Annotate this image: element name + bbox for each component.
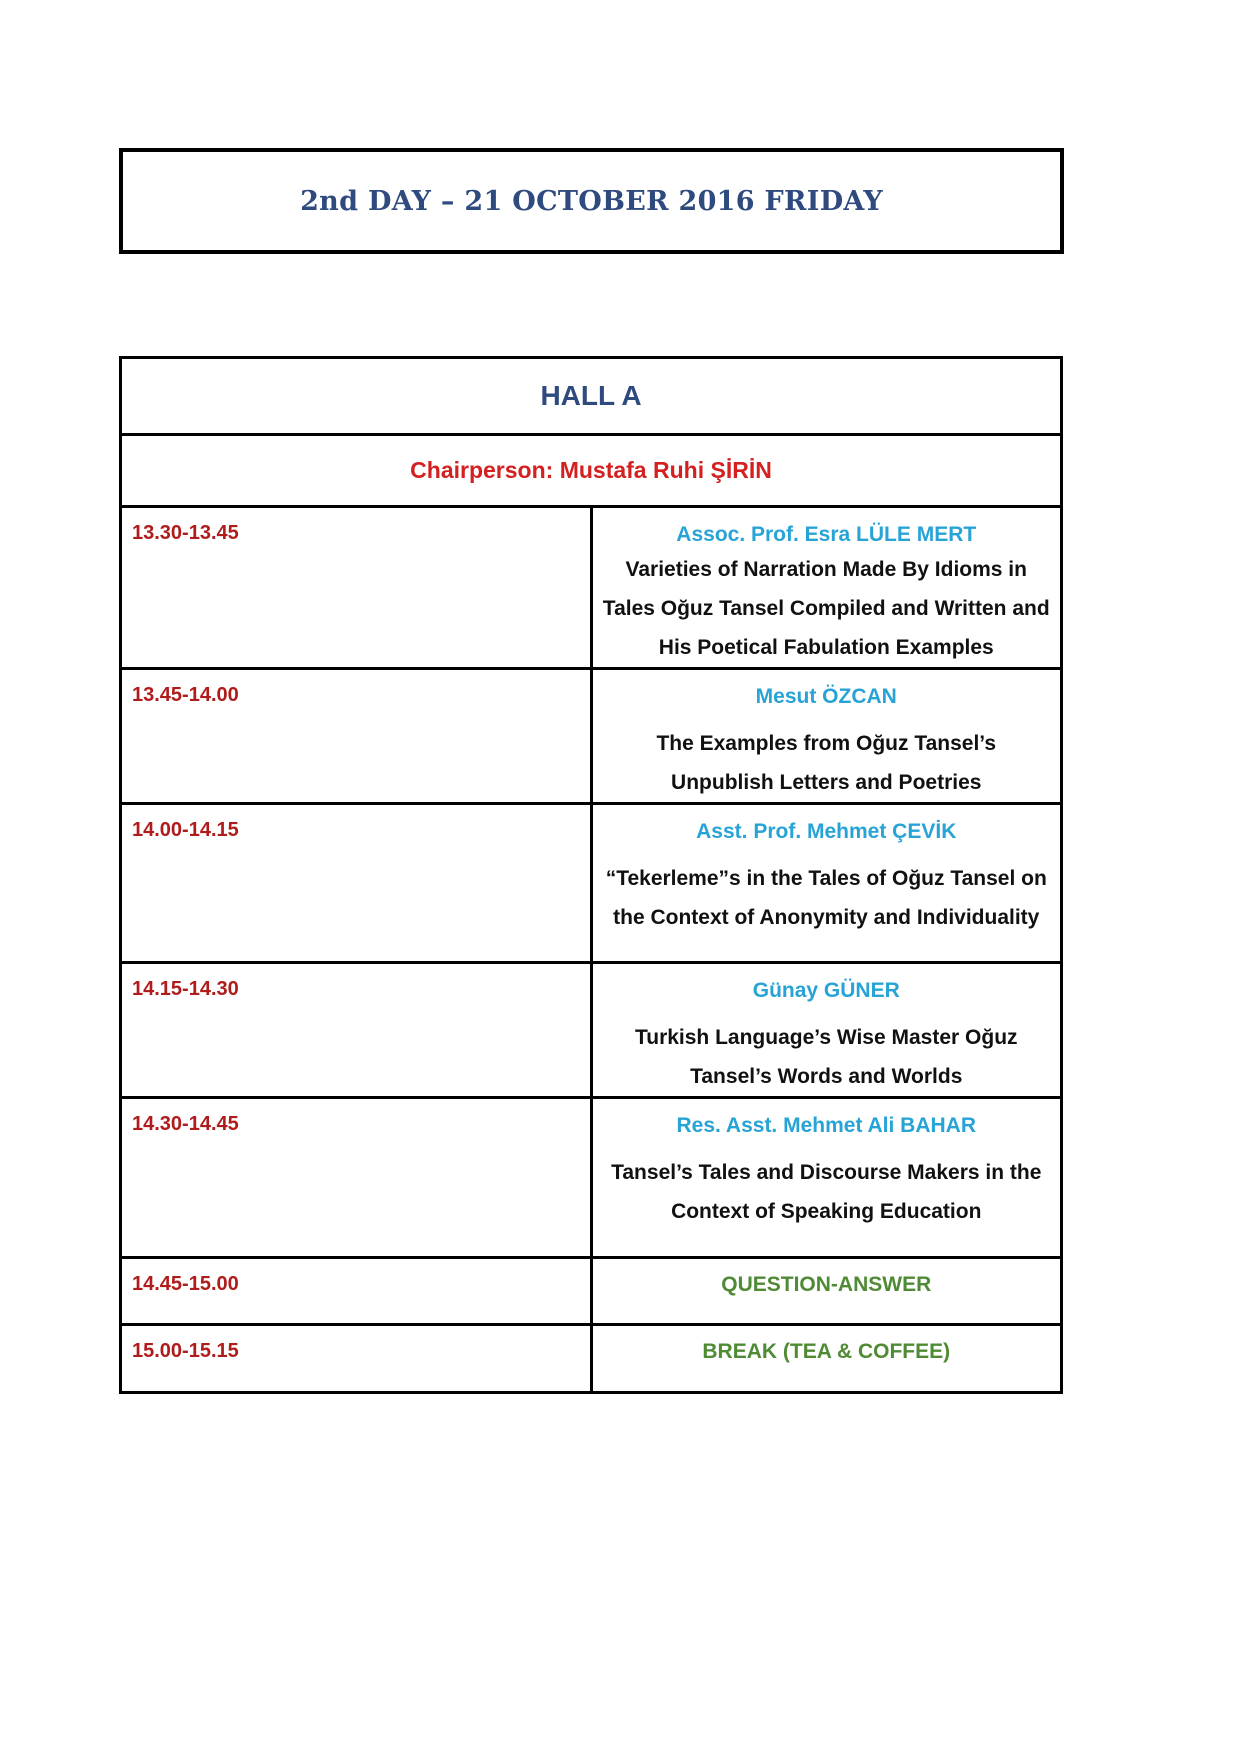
session-talk xyxy=(591,1098,1062,1258)
spacer xyxy=(593,847,1061,859)
day-title: 2nd DAY – 21 OCTOBER 2016 FRIDAY xyxy=(300,185,883,217)
session-presenter: Assoc. Prof. Esra LÜLE MERT xyxy=(676,523,977,546)
session-title: Turkish Language’s Wise Master Oğuz Tansel’s Words and Worlds xyxy=(634,1026,1018,1088)
session-presenter: Asst. Prof. Mehmet ÇEVİK xyxy=(696,820,957,843)
session-talk xyxy=(591,963,1062,1098)
day-header-box xyxy=(119,148,1064,254)
session-presenter: Mesut ÖZCAN xyxy=(755,685,897,708)
session-title: “Tekerleme”s in the Tales of Oğuz Tansel on the Context of Anonymity and Individuality xyxy=(605,867,1047,929)
session-title: Varieties of Narration Made By Idioms in Tales Oğuz Tansel Compiled and Written and His Poetical Fabulation Examples xyxy=(602,558,1050,659)
closing-time: 15.00-15.15 xyxy=(121,1325,592,1393)
chairperson: Chairperson: Mustafa Ruhi ŞİRİN xyxy=(121,435,1062,507)
spacer xyxy=(593,1006,1061,1018)
session-time: 13.45-14.00 xyxy=(121,669,592,804)
session-talk xyxy=(591,507,1062,669)
session-time: 14.00-14.15 xyxy=(121,804,592,963)
hall-row xyxy=(121,358,1062,435)
session-time: 14.15-14.30 xyxy=(121,963,592,1098)
session-row xyxy=(121,804,1062,963)
session-time: 13.30-13.45 xyxy=(121,507,592,669)
chair-row xyxy=(121,435,1062,507)
hall-name: HALL A xyxy=(121,358,1062,435)
spacer xyxy=(593,712,1061,724)
session-time: 14.30-14.45 xyxy=(121,1098,592,1258)
session-row xyxy=(121,963,1062,1098)
session-title: The Examples from Oğuz Tansel’s Unpublish Letters and Poetries xyxy=(656,732,997,794)
session-title: Tansel’s Tales and Discourse Makers in the Context of Speaking Education xyxy=(611,1161,1042,1223)
session-talk xyxy=(591,669,1062,804)
closing-row xyxy=(121,1258,1062,1325)
session-row xyxy=(121,669,1062,804)
session-presenter: Günay GÜNER xyxy=(752,979,900,1002)
session-row xyxy=(121,507,1062,669)
session-row xyxy=(121,1098,1062,1258)
closing-label: BREAK (TEA & COFFEE) xyxy=(591,1325,1062,1393)
program-table xyxy=(119,356,1063,1394)
spacer xyxy=(593,1141,1061,1153)
closing-label: QUESTION-ANSWER xyxy=(591,1258,1062,1325)
session-talk xyxy=(591,804,1062,963)
session-presenter: Res. Asst. Mehmet Ali BAHAR xyxy=(676,1114,976,1137)
closing-row xyxy=(121,1325,1062,1393)
closing-time: 14.45-15.00 xyxy=(121,1258,592,1325)
